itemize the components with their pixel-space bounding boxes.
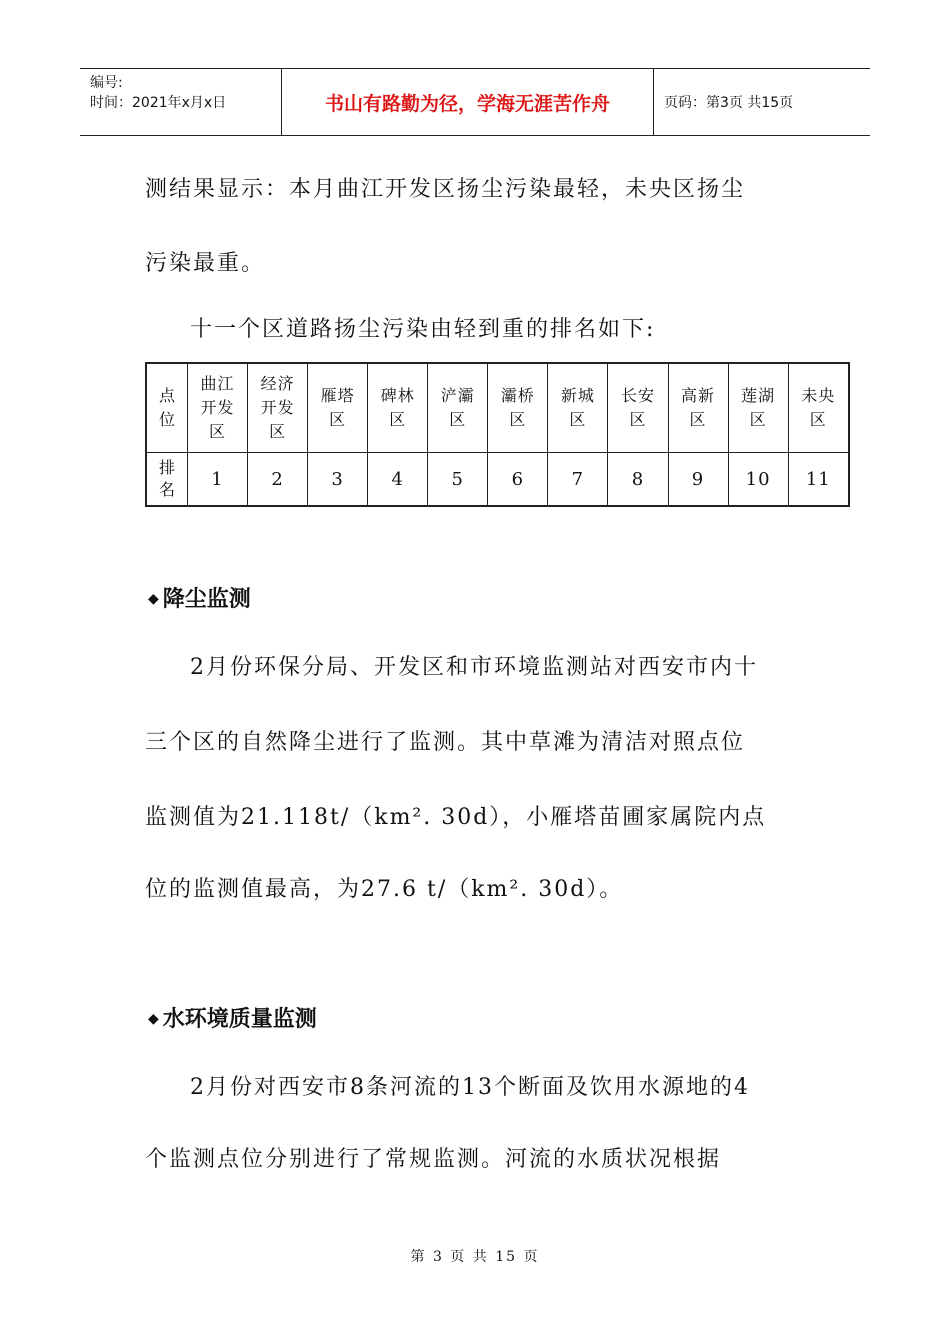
district-cell: 雁塔区 [308,363,368,453]
diamond-bullet-icon: ◆ [148,1011,159,1027]
row-header-cell: 点位 [146,363,188,453]
rank-cell: 3 [308,453,368,507]
district-cell: 新城区 [548,363,608,453]
paragraph-line: 三个区的自然降尘进行了监测。其中草滩为清洁对照点位 [145,730,746,755]
table-row [146,453,849,507]
page-header [80,68,870,136]
district-cell: 曲江开发区 [188,363,248,453]
paragraph-line: 个监测点位分别进行了常规监测。河流的水质状况根据 [145,1147,722,1172]
district-cell: 高新区 [668,363,728,453]
rank-cell: 7 [548,453,608,507]
district-cell: 未央区 [788,363,849,453]
section-heading: ◆ 水环境质量监测 [148,1007,317,1032]
rank-cell: 5 [428,453,488,507]
rank-cell: 10 [728,453,788,507]
paragraph-line: 测结果显示：本月曲江开发区扬尘污染最轻，未央区扬尘 [145,177,746,202]
district-cell: 莲湖区 [728,363,788,453]
row-header-cell: 排名 [146,453,188,507]
paragraph-line: 监测值为21.118t/（km². 30d），小雁塔苗圃家属院内点 [145,805,767,830]
section-heading: ◆ 降尘监测 [148,587,251,612]
diamond-bullet-icon: ◆ [148,591,159,607]
district-cell: 碑林区 [368,363,428,453]
paragraph-line: 位的监测值最高，为27.6 t/（km². 30d）。 [145,877,624,902]
rank-cell: 6 [488,453,548,507]
district-cell: 灞桥区 [488,363,548,453]
rank-cell: 1 [188,453,248,507]
header-number: 编号: [90,75,123,91]
header-meta [90,73,285,113]
rank-cell: 8 [608,453,668,507]
ranking-table [145,362,850,507]
district-cell: 浐灞区 [428,363,488,453]
header-motto: 书山有路勤为径，学海无涯苦作舟 [324,92,610,115]
paragraph-line: 2月份对西安市8条河流的13个断面及饮用水源地的4 [190,1075,750,1100]
district-cell: 长安区 [608,363,668,453]
paragraph-line: 十一个区道路扬尘污染由轻到重的排名如下: [190,317,656,342]
paragraph-line: 2月份环保分局、开发区和市环境监测站对西安市内十 [190,655,758,680]
page-footer: 第 3 页 共 15 页 [410,1249,540,1265]
rank-cell: 4 [368,453,428,507]
rank-cell: 9 [668,453,728,507]
table-row [146,363,849,453]
rank-cell: 2 [248,453,308,507]
header-page-info: 页码：第3页 共15页 [664,95,794,111]
header-time: 时间：2021年x月x日 [90,95,227,111]
rank-cell: 11 [788,453,849,507]
district-cell: 经济开发区 [248,363,308,453]
header-divider [653,69,654,135]
paragraph-line: 污染最重。 [145,251,266,276]
